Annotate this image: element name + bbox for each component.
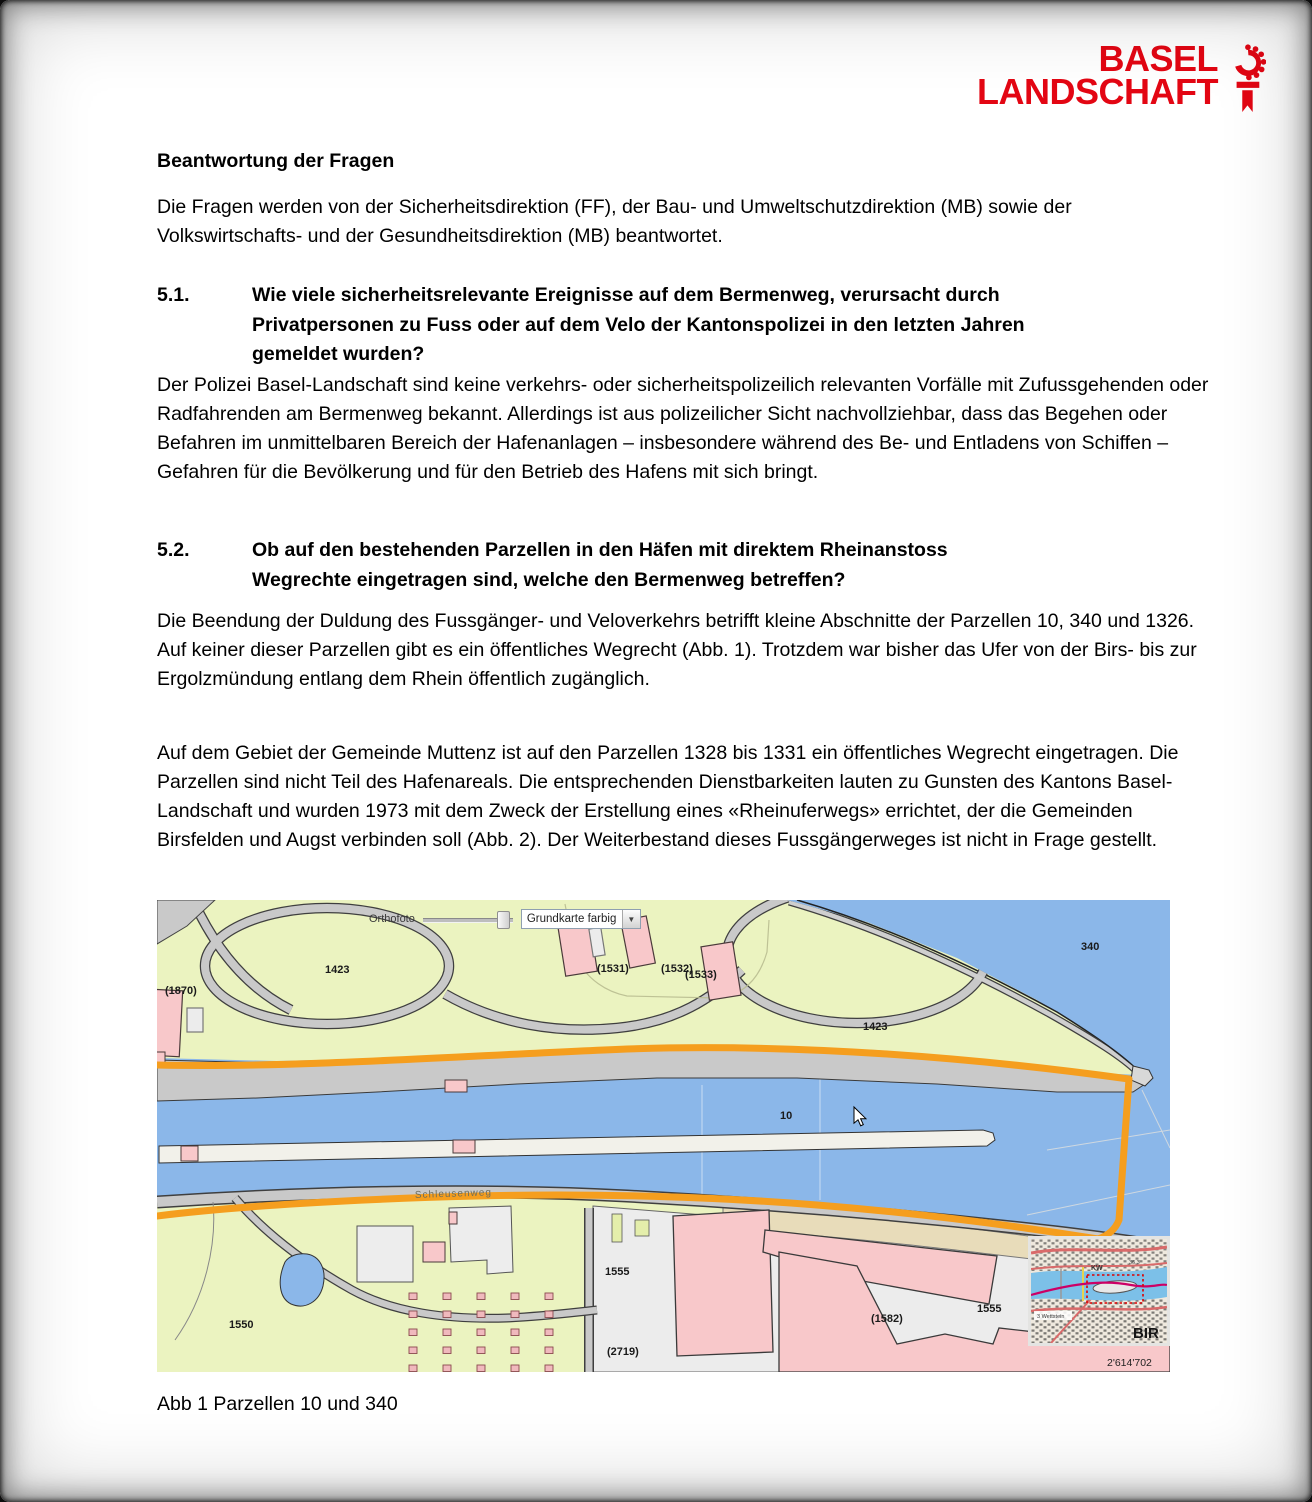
orthofoto-opacity-slider[interactable] bbox=[423, 911, 513, 927]
section-number: 5.2. bbox=[157, 539, 190, 561]
svg-text:(1533): (1533) bbox=[685, 969, 717, 981]
svg-text:340: 340 bbox=[1081, 941, 1100, 953]
svg-text:(1582): (1582) bbox=[871, 1313, 903, 1325]
svg-text:3 Wettstein: 3 Wettstein bbox=[1037, 1314, 1065, 1320]
basemap-select[interactable] bbox=[521, 909, 641, 929]
svg-text:Schleusenweg: Schleusenweg bbox=[414, 1187, 493, 1201]
svg-text:(2719): (2719) bbox=[607, 1346, 639, 1358]
logo-line1: BASEL bbox=[1098, 38, 1218, 79]
overview-inset-map bbox=[1028, 1236, 1170, 1346]
title-line: Ob auf den bestehenden Parzellen in den Häfen mit direktem Rheinanstoss bbox=[252, 539, 948, 561]
orthofoto-slider-label: Orthofoto bbox=[369, 913, 415, 925]
gis-map-figure bbox=[157, 900, 1170, 1372]
section-number: 5.1. bbox=[157, 284, 190, 306]
baselbieter-stab-icon bbox=[1228, 42, 1266, 112]
figure-caption: Abb 1 Parzellen 10 und 340 bbox=[157, 1393, 398, 1415]
logo-wordmark bbox=[977, 38, 1218, 112]
title-line: Wegrechte eingetragen sind, welche den Bermenweg betreffen? bbox=[252, 568, 846, 591]
svg-text:(1870): (1870) bbox=[165, 985, 197, 997]
section-5-1-body: Der Polizei Basel-Landschaft sind keine verkehrs- oder sicherheitspolizeilich relevanten Vorfälle mit Zufussgehenden oder Radfahrenden am Bermenweg bekannt. Allerdings ist aus polizeilicher Sicht nachvollziehbar, dass das Begehen oder Befahren im unmittelbaren Bereich der Hafenanlagen – insbesondere während des Be- und Entladens von Schiffen – Gefahren für die Bevölkerung und für den Betrieb des Hafens mit sich bringt. bbox=[157, 374, 1209, 483]
map-toolbar bbox=[369, 909, 641, 929]
section-5-2-body: Die Beendung der Duldung des Fussgänger- und Veloverkehrs betrifft kleine Abschnitte der Parzellen 10, 340 und 1326. Auf keiner dieser Parzellen gibt es ein öffentliches Wegrecht (Abb. 1). Trotzdem war bisher das Ufer von der Birs- bis zur Ergolzmündung entlang dem Rhein öffentlich zugänglich. bbox=[157, 610, 1197, 690]
title-line: gemeldet wurden? bbox=[252, 343, 425, 365]
svg-text:36.3: 36.3 bbox=[1129, 1260, 1140, 1266]
logo-line2: LANDSCHAFT bbox=[977, 71, 1218, 112]
section-title bbox=[252, 281, 1025, 370]
section-5-2-heading bbox=[157, 536, 948, 595]
svg-text:1423: 1423 bbox=[325, 964, 350, 976]
page-title: Beantwortung der Fragen bbox=[157, 150, 395, 172]
basemap-select-value: Grundkarte farbig bbox=[526, 913, 617, 925]
svg-text:10: 10 bbox=[780, 1110, 793, 1122]
pond bbox=[280, 1254, 324, 1306]
section-5-2-body2: Auf dem Gebiet der Gemeinde Muttenz ist auf den Parzellen 1328 bis 1331 ein öffentliches Wegrecht eingetragen. Die Parzellen sind nicht Teil des Hafenareals. Die entsprechenden Dienstbarkeiten lauten zu Gunsten des Kantons Basel-Landschaft und wurden 1973 mit dem Zweck der Erstellung eines «Rheinuferwegs» errichtet, der die Gemeinden Birsfelden und Augst verbinden soll (Abb. 2). Der Weiterbestand dieses Fussgängerweges ist nicht in Frage gestellt. bbox=[157, 742, 1179, 851]
svg-text:(1531): (1531) bbox=[597, 963, 629, 975]
section-5-1-heading bbox=[157, 281, 1025, 370]
basel-landschaft-logo bbox=[977, 38, 1266, 112]
svg-text:KW: KW bbox=[1091, 1265, 1103, 1272]
chevron-down-icon[interactable]: ▼ bbox=[622, 910, 640, 928]
svg-text:(1532): (1532) bbox=[661, 963, 693, 975]
svg-text:1423: 1423 bbox=[863, 1021, 888, 1033]
title-line: Privatpersonen zu Fuss oder auf dem Velo der Kantonspolizei in den letzten Jahren bbox=[252, 313, 1025, 336]
svg-text:1555: 1555 bbox=[977, 1303, 1002, 1315]
map-canvas bbox=[157, 900, 1170, 1372]
svg-text:BIR: BIR bbox=[1133, 1325, 1159, 1342]
svg-text:1555: 1555 bbox=[605, 1266, 630, 1278]
intro-paragraph: Die Fragen werden von der Sicherheitsdirektion (FF), der Bau- und Umweltschutzdirektion (MB) sowie der Volkswirtschafts- und der Gesundheitsdirektion (MB) beantwortet. bbox=[157, 196, 1072, 247]
svg-text:1550: 1550 bbox=[229, 1319, 254, 1331]
section-title bbox=[252, 536, 948, 595]
slider-handle[interactable] bbox=[497, 911, 510, 929]
title-line: Wie viele sicherheitsrelevante Ereignisse auf dem Bermenweg, verursacht durch bbox=[252, 284, 1000, 306]
svg-text:2'614'702: 2'614'702 bbox=[1107, 1357, 1152, 1369]
